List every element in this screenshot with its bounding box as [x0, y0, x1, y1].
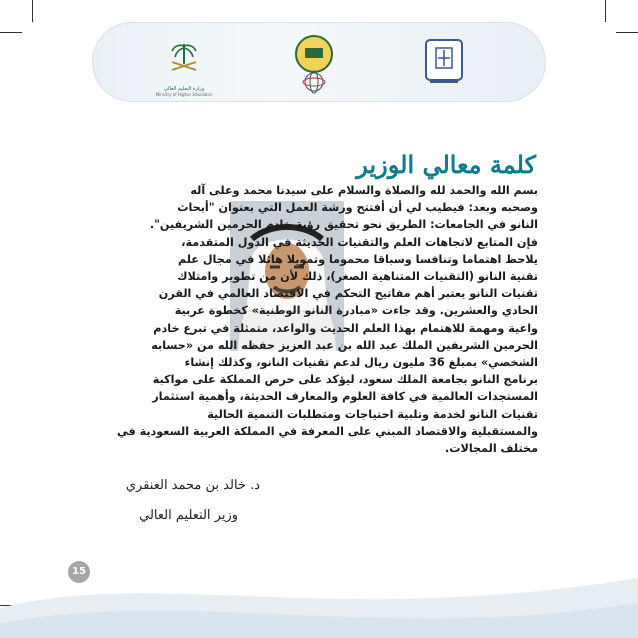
statement-line-10: الحرمين الشريفين الملك عبد الله بن عبد العزيز حفظه الله من «حسابه	[151, 338, 538, 352]
ministry-logo-text-en: Ministry of Higher Education	[155, 92, 213, 97]
minister-statement	[108, 182, 538, 457]
university-shield-icon	[420, 36, 468, 90]
signature-name: د. خالد بن محمد العنقري	[125, 478, 260, 493]
crop-mark-tr-h	[616, 32, 638, 33]
statement-line-11: الشخصي» بمبلغ 36 مليون ريال لدعم تقنيات النانو، وكذلك إنشاء	[184, 356, 538, 370]
ministry-logo-text: وزارة التعليم العالي	[163, 86, 205, 92]
page-number-badge: 15	[68, 561, 90, 583]
statement-line-6: تقنية النانو (التقنيات المتناهية الصغر)، ذلك لأن من تطوير وامتلاك	[177, 270, 538, 284]
university-emblem	[285, 32, 343, 96]
statement-line-16: مختلف المجالات.	[445, 442, 538, 456]
signature-title: وزير التعليم العالي	[139, 508, 238, 523]
statement-line-5: يلاحظ اهتماما وتنافسا وسباقا محموما وتمويلا هائلا في مجال علم	[177, 252, 538, 266]
statement-line-9: واعية ومهمة للاهتمام بهذا العلم الحديث والواعد، متمثلة في تبرع خادم	[153, 321, 538, 335]
crop-mark-tr-v	[605, 0, 606, 22]
statement-line-2: وصحبه وبعد: فيطيب لي أن أفتتح ورشة العمل التي بعنوان "أبحاث	[177, 201, 538, 215]
page-title: كلمة معالي الوزير	[356, 150, 536, 179]
statement-line-14: تقنيات النانو لخدمة وتلبية احتياجات ومتطلبات التنمية الحالية	[207, 407, 538, 421]
statement-line-8: الحادي والعشرين. وقد جاءت «مبادرة النانو الوطنية» كخطوة عربية	[174, 304, 538, 318]
statement-line-1: بسم الله والحمد لله والصلاة والسلام على سيدنا محمد وعلى آله	[190, 184, 538, 197]
ministry-logo	[160, 38, 208, 86]
king-saud-university-logo	[420, 36, 468, 90]
statement-line-3: النانو في الجامعات: الطريق نحو تحقيق رؤية خادم الحرمين الشريفين".	[149, 218, 538, 232]
statement-line-12: برنامج النانو بجامعة الملك سعود، ليؤكد على حرص المملكة على مواكبة	[152, 373, 538, 387]
atom-emblem-icon	[285, 32, 343, 96]
palm-swords-icon	[160, 38, 208, 86]
crop-mark-tl-h	[0, 32, 22, 33]
crop-mark-tl-v	[32, 0, 33, 22]
statement-line-7: تقنيات النانو يعتبر أهم مفاتيح التحكم في الاقتصاد العالمي في القرن	[158, 287, 538, 301]
statement-line-13: المستجدات العالمية في كافة العلوم والمعارف الحديثة، وأهمية استثمار	[152, 390, 538, 404]
statement-line-15: والمستقبلية والاقتصاد المبني على المعرفة في المملكة العربية السعودية في	[117, 424, 538, 438]
statement-line-4: فإن المتابع لاتجاهات العلم والتقنيات الحديثة في الدول المتقدمة،	[181, 235, 538, 249]
decorative-wave	[0, 548, 638, 638]
